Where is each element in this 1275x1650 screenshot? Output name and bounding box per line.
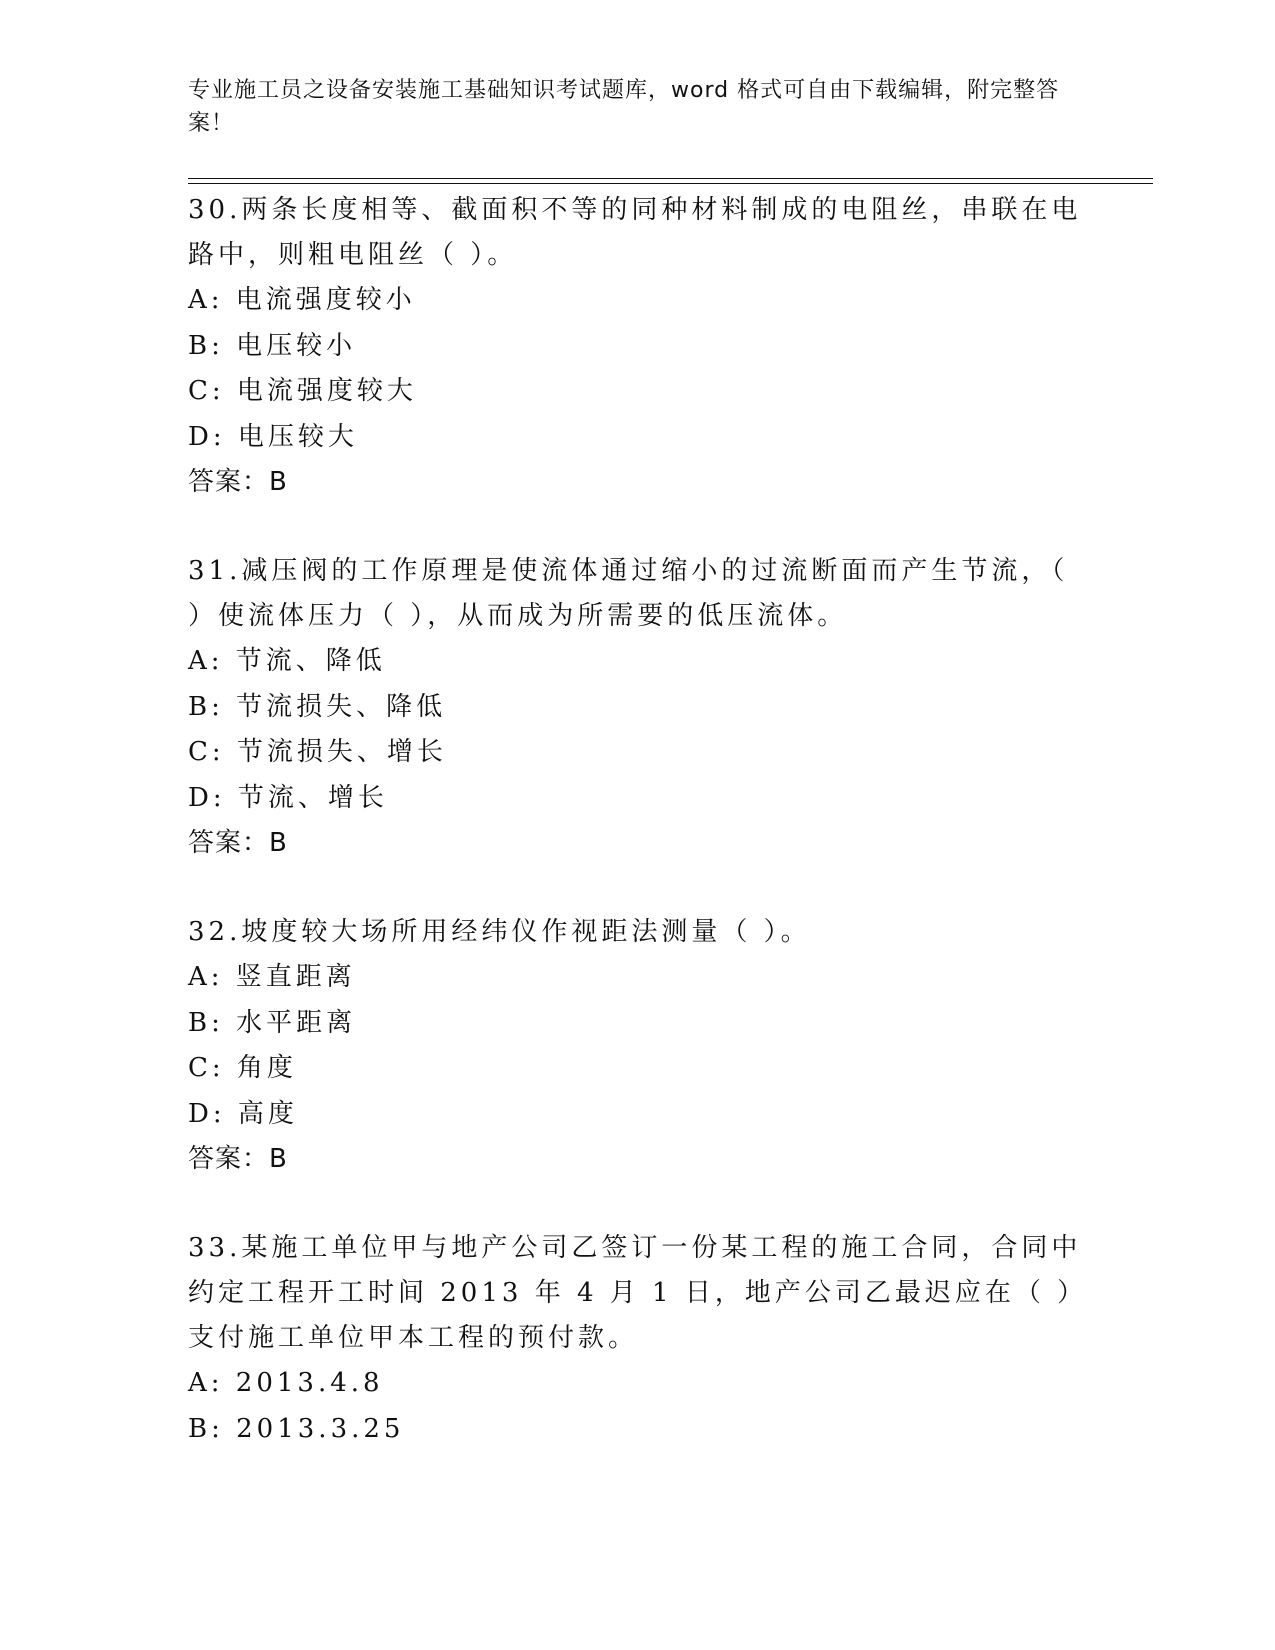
question-stem: 32.坡度较大场所用经纬仪作视距法测量（ ）。 <box>188 917 811 947</box>
question-31 <box>188 549 1088 866</box>
option-c: C: 节流损失、增长 <box>188 737 447 767</box>
question-stem: 33.某施工单位甲与地产公司乙签订一份某工程的施工合同，合同中约定工程开工时间 2013 年 4 月 1 日，地产公司乙最迟应在（ ）支付施工单位甲本工程的预付款。 <box>188 1233 1088 1353</box>
option-a: A: 竖直距离 <box>188 962 356 992</box>
question-spacer <box>188 505 1088 549</box>
option-a: A: 2013.4.8 <box>188 1368 384 1398</box>
question-30 <box>188 188 1088 505</box>
option-c: C: 电流强度较大 <box>188 376 417 406</box>
option-a: A: 节流、降低 <box>188 646 386 676</box>
document-header: 专业施工员之设备安装施工基础知识考试题库，word 格式可自由下载编辑，附完整答案！ <box>188 78 1060 136</box>
option-b: B: 水平距离 <box>188 1007 357 1038</box>
option-d: D: 高度 <box>188 1098 298 1129</box>
question-33 <box>188 1226 1088 1452</box>
answer-line: 答案：B <box>188 828 288 858</box>
header-divider-top <box>188 178 1153 179</box>
question-list <box>188 188 1088 1452</box>
option-b: B: 节流损失、降低 <box>188 691 447 722</box>
option-b: B: 电压较小 <box>188 330 357 361</box>
option-c: C: 角度 <box>188 1053 297 1083</box>
option-d: D: 电压较大 <box>188 421 358 452</box>
question-stem: 30.两条长度相等、截面积不等的同种材料制成的电阻丝，串联在电路中，则粗电阻丝（ ）。 <box>188 195 1082 270</box>
header-divider-bottom <box>188 183 1153 184</box>
question-stem: 31.减压阀的工作原理是使流体通过缩小的过流断面而产生节流，（ ）使流体压力（ ），从而成为所需要的低压流体。 <box>188 556 1069 631</box>
question-32 <box>188 910 1088 1182</box>
question-spacer <box>188 1182 1088 1226</box>
option-d: D: 节流、增长 <box>188 782 388 813</box>
answer-line: 答案：B <box>188 467 288 497</box>
option-b: B: 2013.3.25 <box>188 1413 405 1444</box>
option-a: A: 电流强度较小 <box>188 285 416 315</box>
question-spacer <box>188 866 1088 910</box>
answer-line: 答案：B <box>188 1144 288 1174</box>
